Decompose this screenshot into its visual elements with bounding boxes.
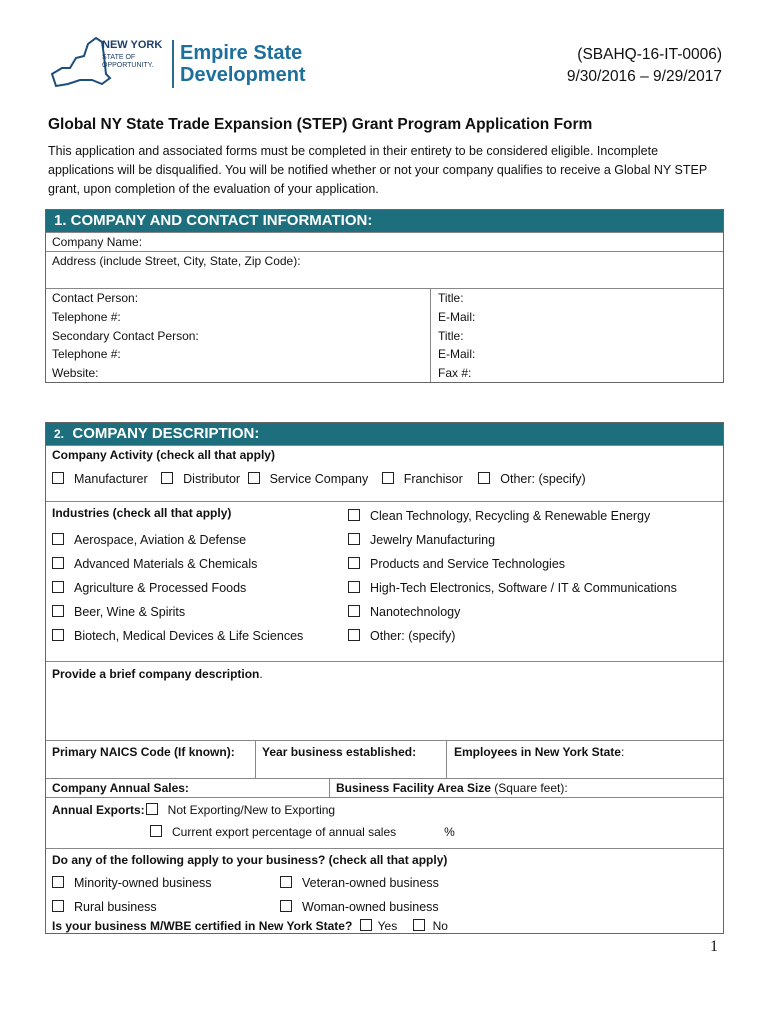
- industry-beer-wine[interactable]: Beer, Wine & Spirits: [52, 600, 303, 624]
- empire-state-development-logo: Empire State Development: [180, 42, 306, 86]
- activity-distributor[interactable]: Distributor: [161, 472, 240, 486]
- section2-heading: 2. COMPANY DESCRIPTION:: [46, 423, 723, 445]
- checkbox-icon[interactable]: [348, 605, 360, 617]
- checkbox-icon[interactable]: [348, 581, 360, 593]
- activity-manufacturer[interactable]: Manufacturer: [52, 472, 148, 486]
- industry-agriculture[interactable]: Agriculture & Processed Foods: [52, 576, 303, 600]
- industry-biotech[interactable]: Biotech, Medical Devices & Life Sciences: [52, 624, 303, 648]
- checkbox-icon[interactable]: [382, 472, 394, 484]
- form-intro: This application and associated forms must be completed in their entirety to be considered eligible. Incomplete applications will be disqualified. You will be notified whether or not your company qualifies to receive a Global NY STEP grant, upon completion of the evaluation of your application.: [48, 144, 707, 196]
- section1-heading: 1. COMPANY AND CONTACT INFORMATION:: [46, 210, 723, 232]
- veteran-owned-option[interactable]: Veteran-owned business: [280, 871, 439, 895]
- checkbox-icon[interactable]: [348, 533, 360, 545]
- checkbox-icon[interactable]: [52, 581, 64, 593]
- checkbox-icon[interactable]: [348, 509, 360, 521]
- annual-sales-field[interactable]: Company Annual Sales:: [52, 781, 189, 795]
- logo-divider: [172, 40, 174, 88]
- checkbox-icon[interactable]: [150, 825, 162, 837]
- checkbox-icon[interactable]: [280, 876, 292, 888]
- title-field[interactable]: Title:: [438, 291, 464, 305]
- employees-field[interactable]: Employees in New York State:: [454, 745, 625, 759]
- export-not-exporting[interactable]: Not Exporting/New to Exporting: [167, 803, 336, 817]
- secondary-telephone-field[interactable]: Telephone #:: [52, 347, 121, 362]
- exports-block: [46, 797, 723, 848]
- sales-row: [46, 778, 723, 797]
- naics-row: [46, 740, 723, 778]
- industries-label: Industries (check all that apply): [52, 506, 232, 520]
- woman-owned-option[interactable]: Woman-owned business: [280, 895, 439, 919]
- rural-option[interactable]: Rural business: [52, 895, 212, 919]
- facility-size-field[interactable]: Business Facility Area Size (Square feet):: [336, 781, 568, 795]
- checkbox-icon[interactable]: [248, 472, 260, 484]
- activity-block: [46, 445, 723, 501]
- checkbox-icon[interactable]: [52, 876, 64, 888]
- industry-nanotech[interactable]: Nanotechnology: [348, 600, 677, 624]
- company-name-field[interactable]: Company Name:: [46, 232, 723, 251]
- industry-advanced-materials[interactable]: Advanced Materials & Chemicals: [52, 552, 303, 576]
- checkbox-icon[interactable]: [52, 533, 64, 545]
- checkbox-icon[interactable]: [52, 605, 64, 617]
- telephone-field[interactable]: Telephone #:: [52, 309, 121, 324]
- activity-franchisor[interactable]: Franchisor: [382, 472, 463, 486]
- checkbox-icon[interactable]: [478, 472, 490, 484]
- ownership-block: [46, 848, 723, 936]
- industry-high-tech[interactable]: High-Tech Electronics, Software / IT & Communications: [348, 576, 677, 600]
- year-established-field[interactable]: Year business established:: [262, 745, 417, 759]
- ownership-label: Do any of the following apply to your business? (check all that apply): [52, 853, 448, 867]
- page-number: 1: [710, 938, 718, 955]
- checkbox-icon[interactable]: [52, 472, 64, 484]
- checkbox-icon[interactable]: [52, 900, 64, 912]
- export-percentage[interactable]: Current export percentage of annual sales: [172, 825, 397, 839]
- industry-other[interactable]: Other: (specify): [348, 624, 677, 648]
- checkbox-icon[interactable]: [413, 919, 425, 931]
- industry-products-services[interactable]: Products and Service Technologies: [348, 552, 677, 576]
- section-company-contact: [45, 209, 724, 383]
- checkbox-icon[interactable]: [52, 629, 64, 641]
- checkbox-icon[interactable]: [360, 919, 372, 931]
- activity-label: Company Activity (check all that apply): [52, 448, 275, 462]
- industry-clean-tech[interactable]: Clean Technology, Recycling & Renewable Energy: [348, 504, 677, 528]
- company-description-field[interactable]: Provide a brief company description.: [46, 661, 723, 740]
- checkbox-icon[interactable]: [52, 557, 64, 569]
- mwbe-yes[interactable]: Yes: [377, 919, 398, 933]
- mwbe-no[interactable]: No: [432, 919, 448, 933]
- activity-service-company[interactable]: Service Company: [248, 472, 369, 486]
- naics-field[interactable]: Primary NAICS Code (If known):: [52, 745, 235, 759]
- svg-text:STATE OF: STATE OF: [102, 54, 136, 61]
- exports-label: Annual Exports:: [52, 803, 145, 817]
- checkbox-icon[interactable]: [146, 803, 158, 815]
- website-field[interactable]: Website:: [52, 366, 99, 381]
- checkbox-icon[interactable]: [161, 472, 173, 484]
- section-company-description: [45, 422, 724, 934]
- minority-owned-option[interactable]: Minority-owned business: [52, 871, 212, 895]
- address-field[interactable]: Address (include Street, City, State, Zip Code):: [46, 251, 723, 288]
- industry-jewelry[interactable]: Jewelry Manufacturing: [348, 528, 677, 552]
- form-title: Global NY State Trade Expansion (STEP) Grant Program Application Form: [48, 116, 593, 133]
- checkbox-icon[interactable]: [348, 629, 360, 641]
- secondary-email-field[interactable]: E-Mail:: [438, 347, 476, 362]
- activity-other[interactable]: Other: (specify): [478, 472, 585, 486]
- industry-aerospace[interactable]: Aerospace, Aviation & Defense: [52, 528, 303, 552]
- svg-text:NEW YORK: NEW YORK: [102, 39, 163, 51]
- email-field[interactable]: E-Mail:: [438, 309, 476, 324]
- contact-person-field[interactable]: Contact Person:: [52, 291, 139, 305]
- percent-sign: %: [444, 825, 455, 839]
- svg-text:OPPORTUNITY.: OPPORTUNITY.: [102, 62, 154, 69]
- checkbox-icon[interactable]: [348, 557, 360, 569]
- contact-grid: [46, 288, 723, 382]
- fax-field[interactable]: Fax #:: [438, 366, 472, 381]
- mwbe-label: Is your business M/WBE certified in New York State?: [52, 919, 353, 933]
- secondary-contact-field[interactable]: Secondary Contact Person:: [52, 328, 199, 343]
- secondary-title-field[interactable]: Title:: [438, 328, 464, 343]
- new-york-state-logo: [48, 34, 174, 94]
- reference-code: (SBAHQ-16-IT-0006) 9/30/2016 – 9/29/2017: [566, 46, 722, 85]
- industries-block: [46, 501, 723, 661]
- checkbox-icon[interactable]: [280, 900, 292, 912]
